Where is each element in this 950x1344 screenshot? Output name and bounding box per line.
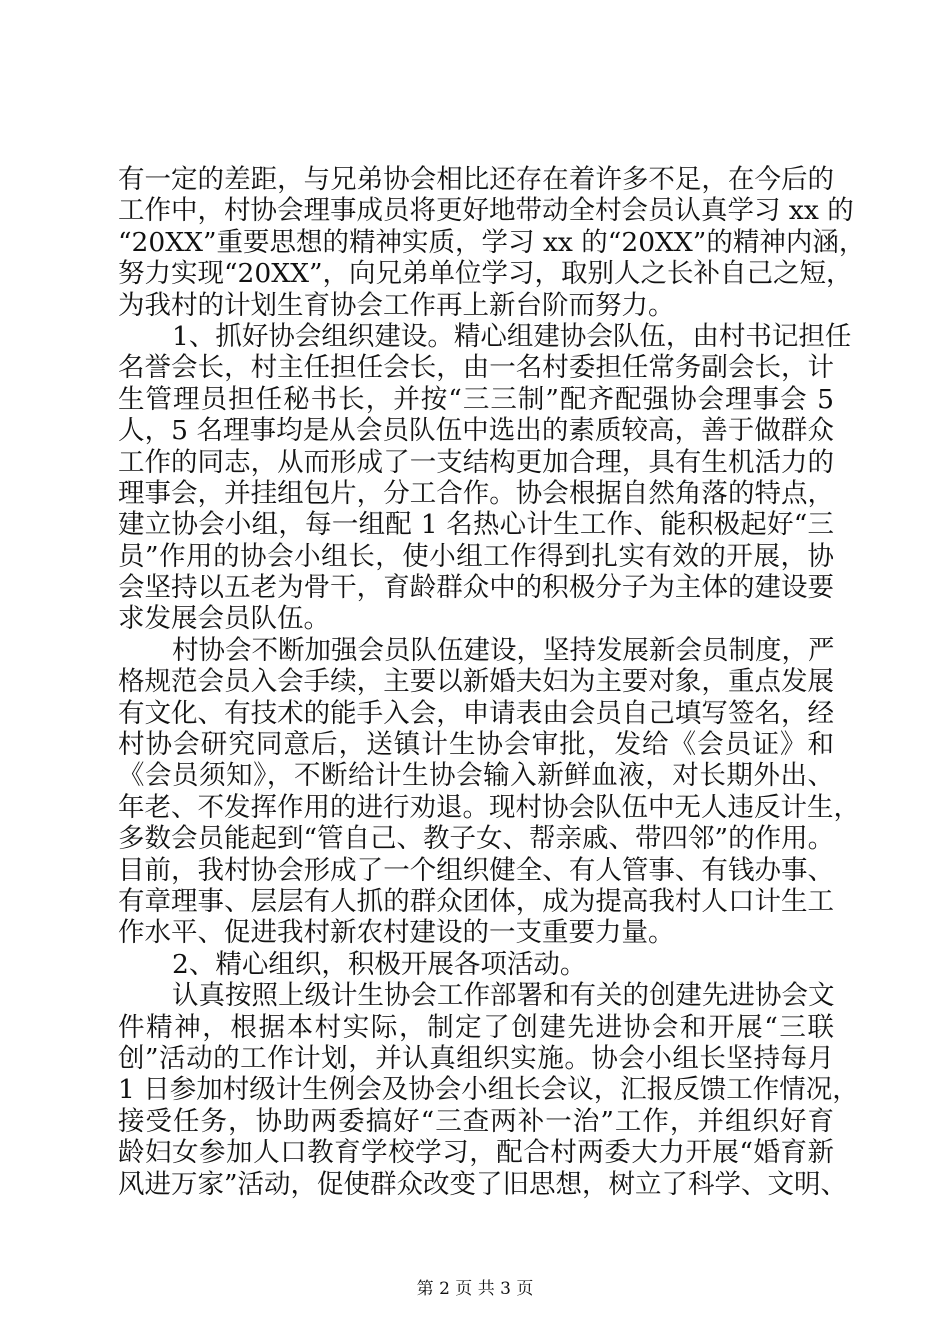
text-line: 理事会，并挂组包片，分工合作。协会根据自然角落的特点，: [118, 477, 834, 509]
text-line: 目前，我村协会形成了一个组织健全、有人管事、有钱办事、: [118, 854, 834, 886]
text-line: 作水平、促进我村新农村建设的一支重要力量。: [118, 917, 675, 949]
text-line: 有文化、有技术的能手入会，申请表由会员自己填写签名，经: [118, 697, 834, 729]
document-body: [118, 164, 866, 1200]
text-line: 求发展会员队伍。: [118, 603, 330, 635]
text-line: 龄妇女参加人口教育学校学习，配合村两委大力开展“婚育新: [118, 1137, 834, 1169]
text-line: 员”作用的协会小组长，使小组工作得到扎实有效的开展，协: [118, 540, 834, 572]
text-line: 有一定的差距，与兄弟协会相比还存在着许多不足，在今后的: [118, 164, 834, 195]
text-line: 多数会员能起到“管自己、教子女、帮亲戚、带四邻”的作用。: [118, 823, 835, 855]
text-line: 村协会研究同意后，送镇计生协会审批，发给《会员证》和: [118, 729, 834, 761]
text-line: 努力实现“20XX”，向兄弟单位学习，取别人之长补自己之短，: [118, 258, 853, 290]
paragraph-first-line: 1、抓好协会组织建设。精心组建协会队伍，由村书记担任: [172, 320, 852, 352]
text-line: 创”活动的工作计划，并认真组织实施。协会小组长坚持每月: [118, 1042, 834, 1074]
text-line: 建立协会小组，每一组配 1 名热心计生工作、能积极起好“三: [118, 509, 834, 541]
text-line: 年老、不发挥作用的进行劝退。现村协会队伍中无人违反计生，: [118, 791, 860, 823]
text-line: 《会员须知》，不断给计生协会输入新鲜血液，对长期外出、: [118, 760, 834, 792]
text-line: 名誉会长，村主任担任会长，由一名村委担任常务副会长，计: [118, 352, 834, 384]
text-line: 为我村的计划生育协会工作再上新台阶而努力。: [118, 289, 675, 321]
text-line: 人，5 名理事均是从会员队伍中选出的素质较高，善于做群众: [118, 415, 834, 447]
page-number-footer: 第 2 页 共 3 页: [416, 1279, 534, 1299]
text-line: 件精神，根据本村实际，制定了创建先进协会和开展“三联: [118, 1011, 834, 1043]
text-line: 工作中，村协会理事成员将更好地带动全村会员认真学习 xx 的: [118, 195, 854, 227]
text-line: 生管理员担任秘书长，并按“三三制”配齐配强协会理事会 5: [118, 383, 834, 415]
text-line: 工作的同志，从而形成了一支结构更加合理，具有生机活力的: [118, 446, 834, 478]
text-line: 格规范会员入会手续，主要以新婚夫妇为主要对象，重点发展: [118, 666, 834, 698]
text-line: 有章理事、层层有人抓的群众团体，成为提高我村人口计生工: [118, 885, 834, 917]
text-line: 1 日参加村级计生例会及协会小组长会议，汇报反馈工作情况，: [118, 1074, 859, 1106]
text-line: 会坚持以五老为骨干，育龄群众中的积极分子为主体的建设要: [118, 572, 834, 604]
section-heading: 2、精心组织，积极开展各项活动。: [172, 948, 587, 980]
text-line: 接受任务，协助两委搞好“三查两补一治”工作，并组织好育: [118, 1105, 834, 1137]
text-line: 风进万家”活动，促使群众改变了旧思想，树立了科学、文明、: [118, 1168, 848, 1200]
paragraph-first-line: 村协会不断加强会员队伍建设，坚持发展新会员制度，严: [172, 634, 835, 666]
paragraph-first-line: 认真按照上级计生协会工作部署和有关的创建先进协会文: [172, 980, 835, 1012]
text-line: “20XX”重要思想的精神实质，学习 xx 的“20XX”的精神内涵，: [118, 226, 866, 258]
